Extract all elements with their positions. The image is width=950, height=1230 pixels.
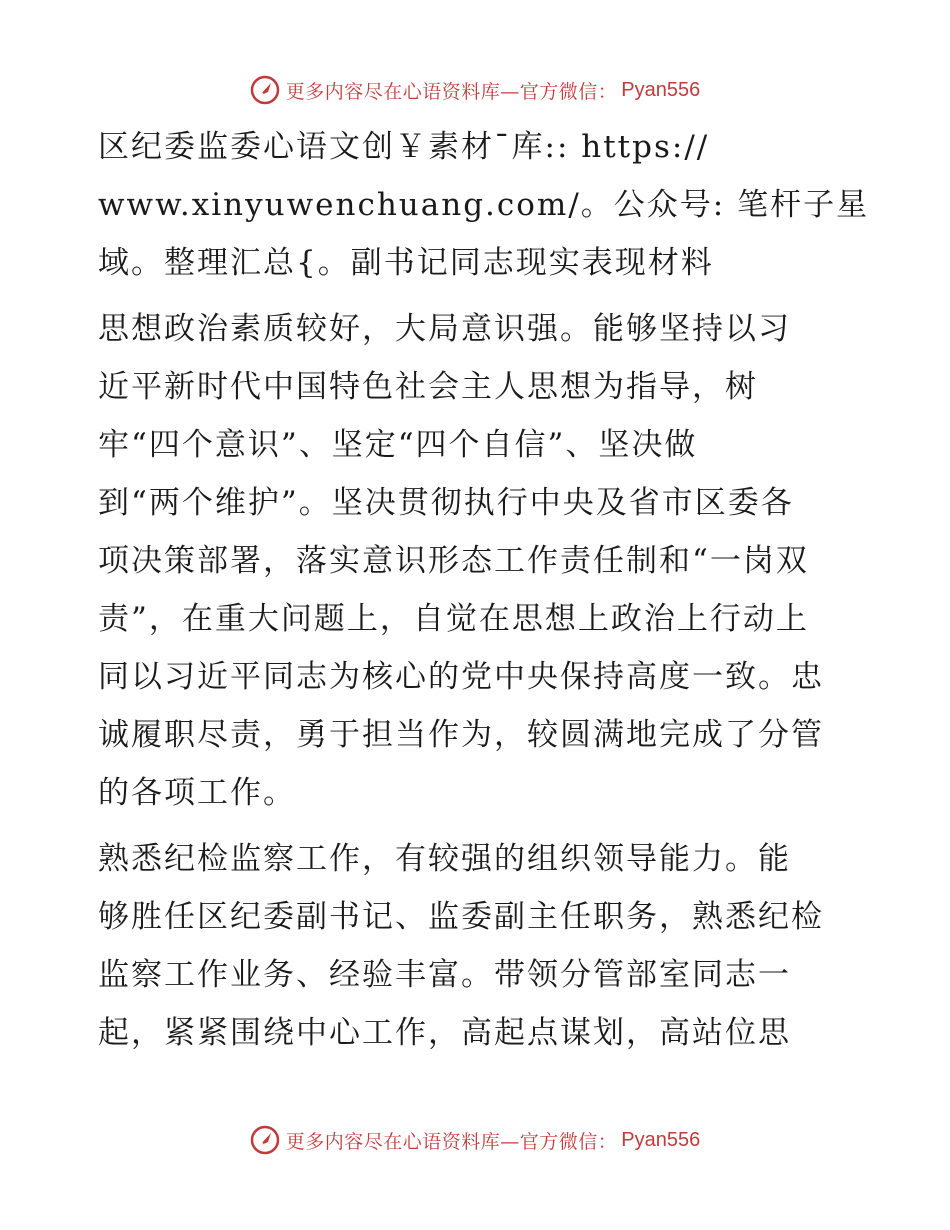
text-line: 的各项工作。 [98,775,296,811]
text-line: 思想政治素质较好，大局意识强。能够坚持以习 [98,311,791,347]
banner-text: 更多内容尽在心语资料库—官方微信： [285,80,618,103]
paragraph-work-ability [98,830,858,1062]
text-line: 牢“四个意识”、坚定“四个自信”、坚决做 [98,427,698,463]
text-line: 区纪委监委心语文创￥素材¯库:: https:// [98,129,710,165]
banner-wechat-handle: Pyan556 [621,1128,701,1151]
footer-banner [0,1120,950,1160]
text-line: 起，紧紧围绕中心工作，高起点谋划，高站位思 [98,1015,791,1051]
header-banner [0,70,950,110]
text-line: 监察工作业务、经验丰富。带领分管部室同志一 [98,957,791,993]
text-line: 同以习近平同志为核心的党中央保持高度一致。忠 [98,659,824,695]
feather-pen-logo-icon [250,75,280,105]
text-line: 到“两个维护”。坚决贯彻执行中央及省市区委各 [98,485,794,521]
banner-wechat-handle: Pyan556 [621,78,701,101]
banner-text: 更多内容尽在心语资料库—官方微信： [285,1130,618,1153]
text-line: www.xinyuwenchuang.com/。公众号: 笔杆子星 [98,187,870,223]
text-line: 诚履职尽责，勇于担当作为，较圆满地完成了分管 [98,717,824,753]
text-line: 熟悉纪检监察工作，有较强的组织领导能力。能 [98,841,791,877]
paragraph-political-quality [98,300,858,822]
text-line: 项决策部署，落实意识形态工作责任制和“一岗双 [98,543,809,579]
document-body [98,118,870,1062]
text-line: 够胜任区纪委副书记、监委副主任职务，熟悉纪检 [98,899,824,935]
paragraph-intro [98,118,870,292]
text-line: 责”，在重大问题上，自觉在思想上政治上行动上 [98,601,809,637]
text-line: 域。整理汇总{。副书记同志现实表现材料 [98,245,714,281]
text-line: 近平新时代中国特色社会主人思想为指导，树 [98,369,758,405]
feather-pen-logo-icon [250,1125,280,1155]
